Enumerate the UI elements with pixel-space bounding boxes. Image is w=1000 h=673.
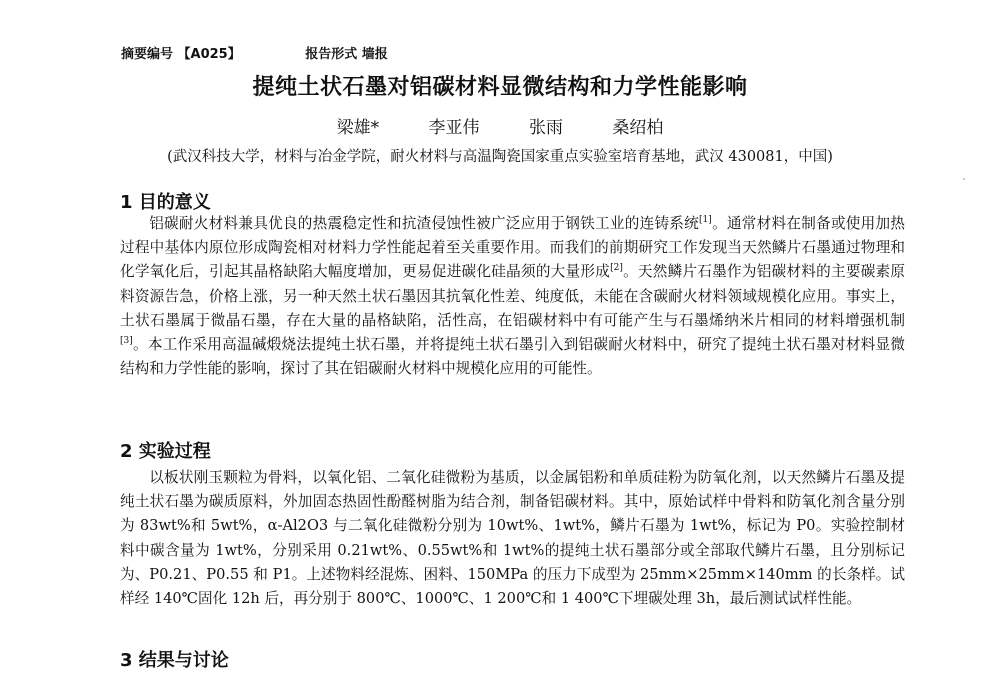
section-1-paragraph: 铝碳耐火材料兼具优良的热震稳定性和抗渣侵蚀性被广泛应用于钢铁工业的连铸系统[1]。通常材料在制备或使用加热过程中基体内原位形成陶瓷相对材料力学性能起着至关重要作用。而我们的前期研究工作发现当天然鳞片石墨通过物理和化学氧化后，引起其晶格缺陷大幅度增加，更易促进碳化硅晶须的大量形成[2]。天然鳞片石墨作为铝碳材料的主要碳素原料资源告急，价格上涨，另一种天然土状石墨因其抗氧化性差、纯度低，未能在含碳耐火材料领域规模化应用。事实上，土状石墨属于微晶石墨，存在大量的晶格缺陷，活性高，在铝碳材料中有可能产生与石墨烯纳米片相同的材料增强机制[3]。本工作采用高温碱煅烧法提纯土状石墨，并将提纯土状石墨引入到铝碳耐火材料中，研究了提纯土状石墨对材料显微结构和力学性能的影响，探讨了其在铝碳耐火材料中规模化应用的可能性。 <box>120 215 905 378</box>
citation: [3] <box>120 336 133 347</box>
section-2-paragraph: 以板状刚玉颗粒为骨料，以氧化铝、二氧化硅微粉为基质，以金属铝粉和单质硅粉为防氧化剂，以天然鳞片石墨及提纯土状石墨为碳质原料，外加固态热固性酚醛树脂为结合剂，制备铝碳材料。其中，原始试样中骨料和防氧化剂含量分别为 83wt%和 5wt%，α-Al2O3 与二氧化硅微粉分别为 10wt%、1wt%，鳞片石墨为 1wt%，标记为 P0。实验控制材料中碳含量为 1wt%，分别采用 0.21wt%、0.55wt%和 1wt%的提纯土状石墨部分或全部取代鳞片石墨，且分别标记为、P0.21、P0.55 和 P1。上述物料经混炼、困料、150MPa 的压力下成型为 25mm×25mm×140mm 的长条样。试样经 140℃固化 12h 后，再分别于 800℃、1000℃、1 200℃和 1 400℃下埋碳处理 3h，最后测试试样性能。 <box>120 469 905 608</box>
section-heading-3: 3 结果与讨论 <box>120 650 229 671</box>
author: 张雨 <box>528 118 563 138</box>
scan-speck <box>963 178 965 180</box>
citation: [2] <box>610 263 623 274</box>
author-list <box>0 113 1000 138</box>
author: 梁雄* <box>336 118 380 138</box>
citation: [1] <box>699 215 712 226</box>
abstract-number: 摘要编号 【A025】 <box>121 47 241 62</box>
report-format: 报告形式 墙报 <box>305 47 388 62</box>
abstract-meta <box>121 43 388 62</box>
author: 李亚伟 <box>428 118 480 138</box>
section-heading-1: 1 目的意义 <box>120 192 211 213</box>
affiliation: (武汉科技大学，材料与冶金学院，耐火材料与高温陶瓷国家重点实验室培育基地，武汉 430081，中国) <box>167 149 833 165</box>
author: 桑绍柏 <box>612 118 664 138</box>
section-heading-2: 2 实验过程 <box>120 441 211 462</box>
paper-title: 提纯土状石墨对铝碳材料显微结构和力学性能影响 <box>252 75 748 100</box>
